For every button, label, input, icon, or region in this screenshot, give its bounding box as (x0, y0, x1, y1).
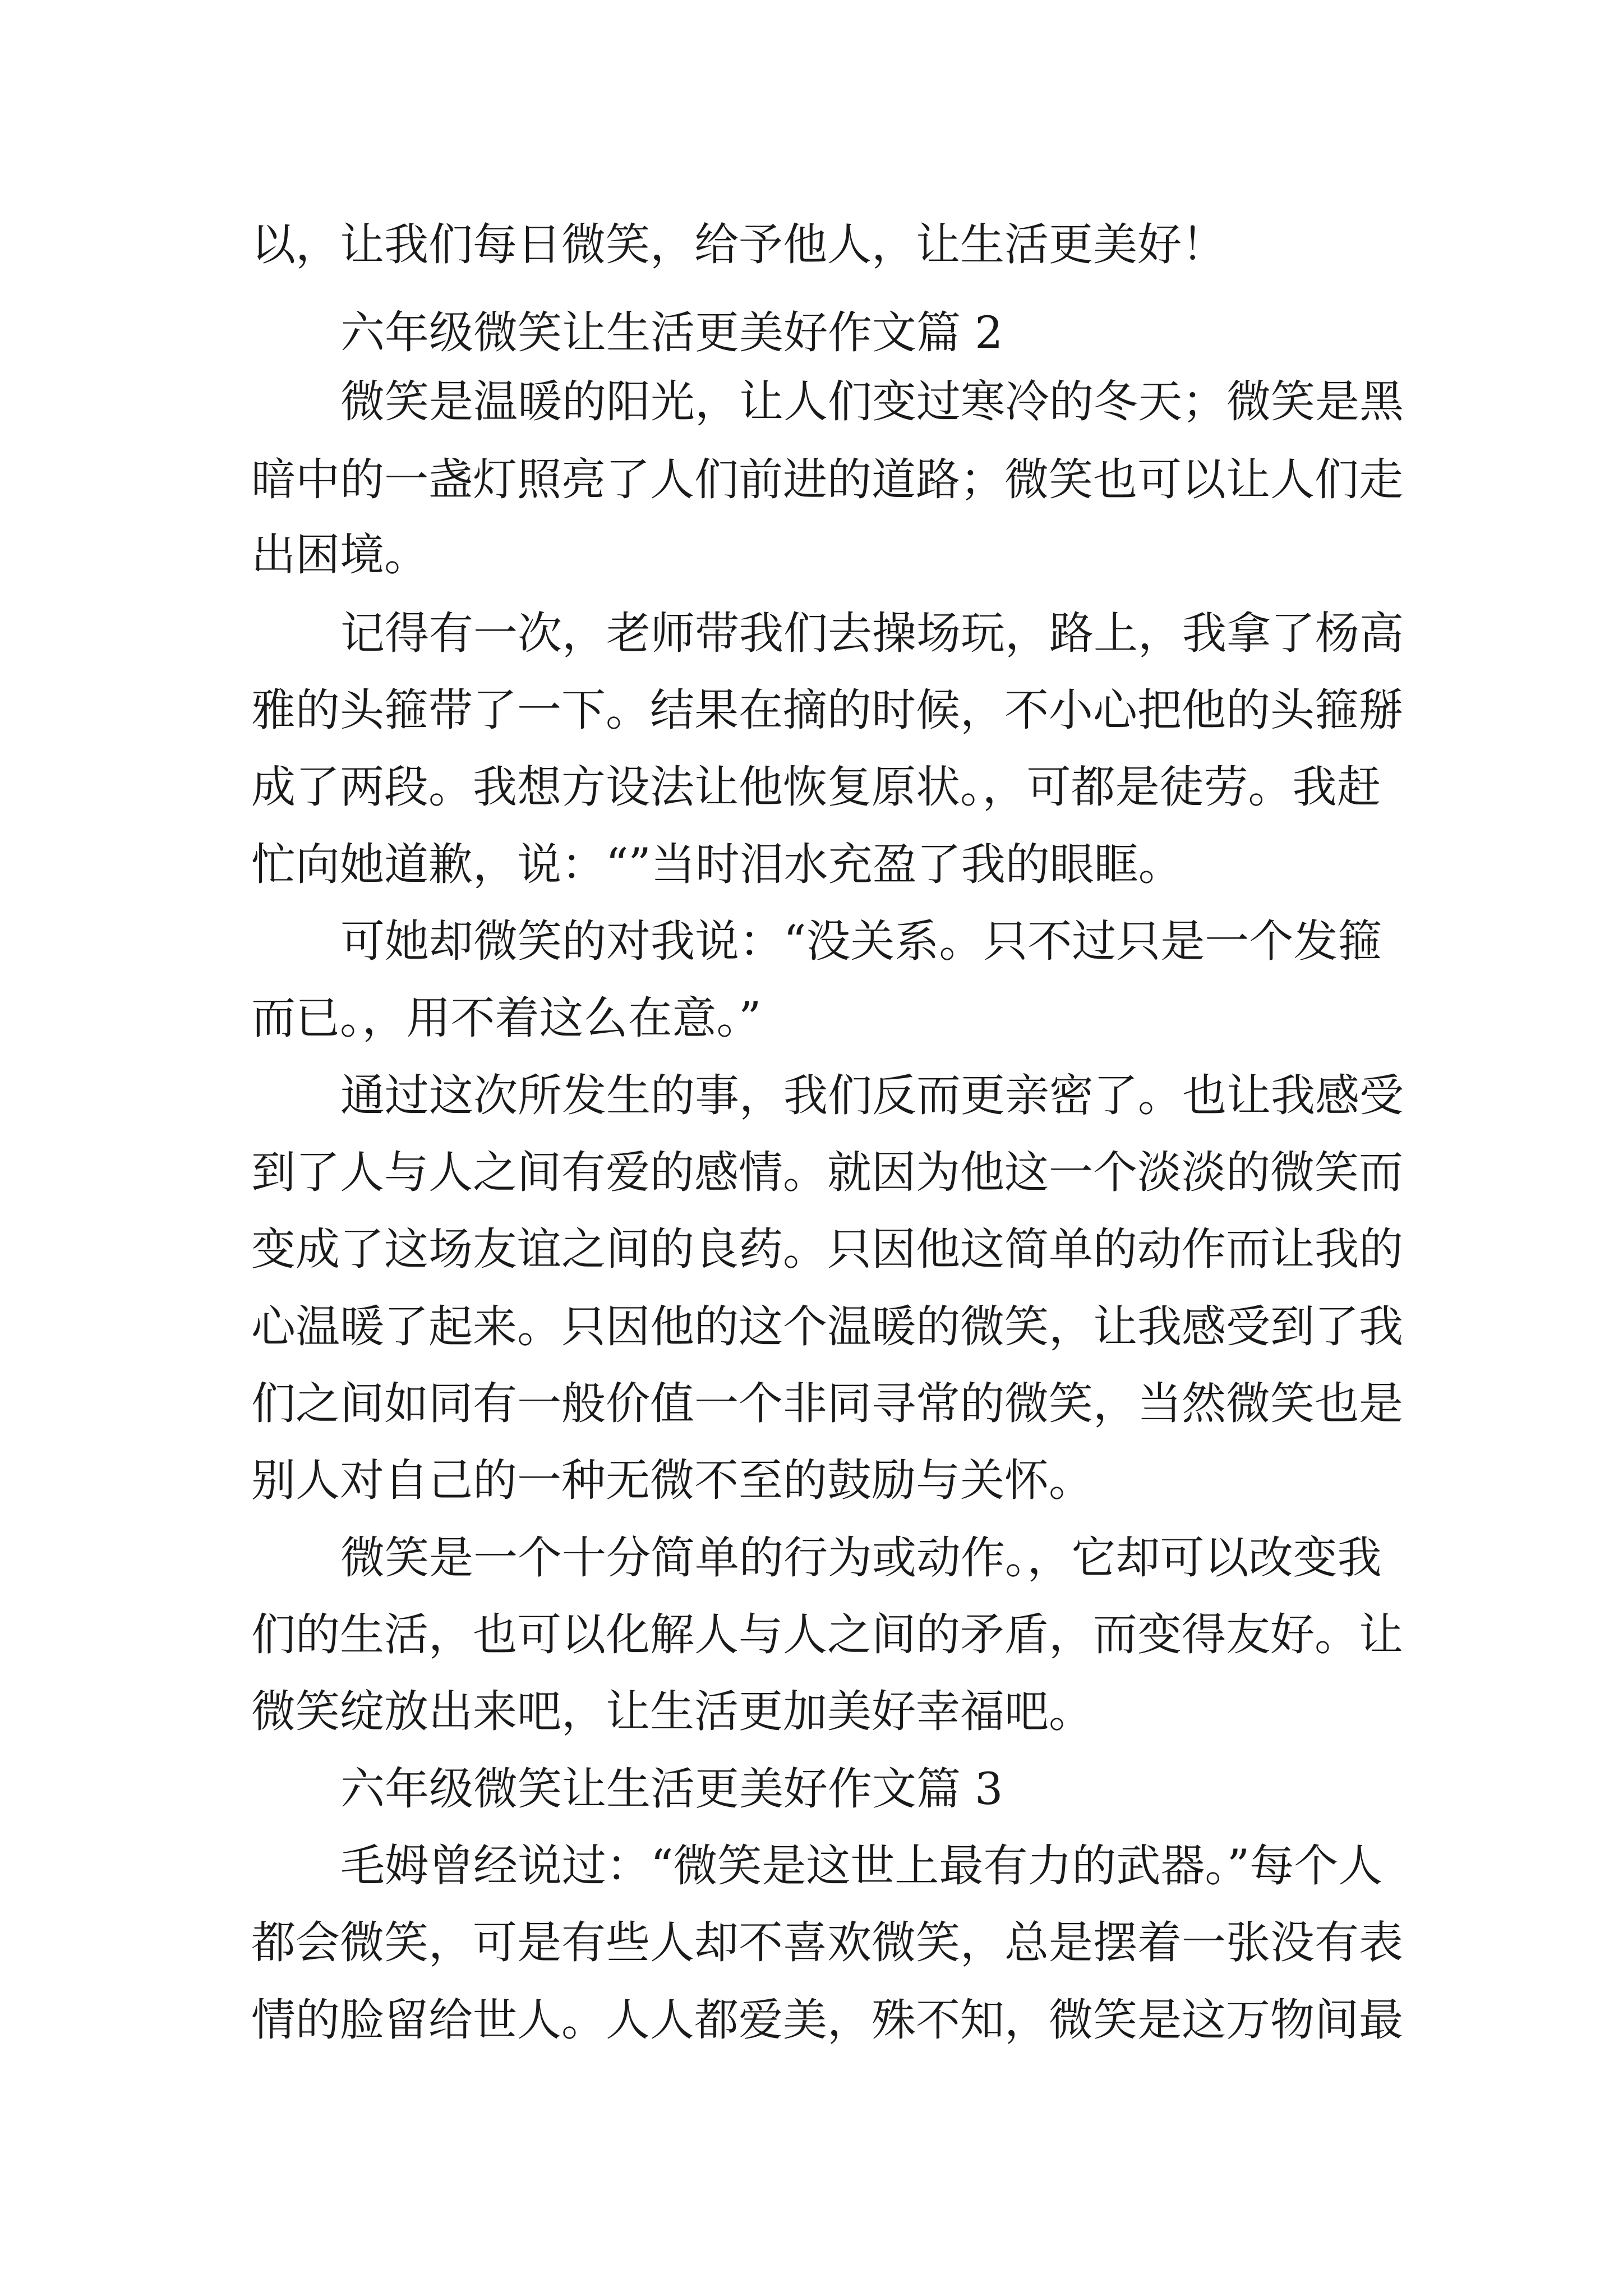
paragraph-line: 们之间如同有一般价值一个非同寻常的微笑，当然微笑也是 (251, 1378, 1403, 1429)
paragraph-line: 变成了这场友谊之间的良药。只因他这简单的动作而让我的 (251, 1223, 1403, 1275)
paragraph-line: 情的脸留给世人。人人都爱美，殊不知，微笑是这万物间最 (251, 1994, 1403, 2046)
paragraph-line: 别人对自己的一种无微不至的鼓励与关怀。 (251, 1455, 1093, 1506)
paragraph-line: 通过这次所发生的事，我们反而更亲密了。也让我感受 (340, 1070, 1404, 1121)
paragraph-line: 到了人与人之间有爱的感情。就因为他这一个淡淡的微笑而 (251, 1147, 1403, 1198)
paragraph-line: 暗中的一盏灯照亮了人们前进的道路；微笑也可以让人们走 (251, 454, 1403, 505)
section-heading: 六年级微笑让生活更美好作文篇 3 (340, 1763, 1003, 1815)
paragraph-line: 微笑是一个十分简单的行为或动作。，它却可以改变我 (340, 1532, 1382, 1584)
paragraph-line: 成了两段。我想方设法让他恢复原状。，可都是徒劳。我赶 (251, 761, 1381, 813)
paragraph-line: 雅的头箍带了一下。结果在摘的时候，不小心把他的头箍掰 (251, 684, 1403, 736)
paragraph-line: 可她却微笑的对我说：“没关系。只不过只是一个发箍 (340, 915, 1382, 967)
paragraph-line: 心温暖了起来。只因他的这个温暖的微笑，让我感受到了我 (251, 1301, 1403, 1352)
paragraph-line: 微笑是温暖的阳光，让人们变过寒冷的冬天；微笑是黑 (340, 376, 1404, 427)
paragraph-line: 微笑绽放出来吧，让生活更加美好幸福吧。 (251, 1686, 1093, 1737)
paragraph-line: 毛姆曾经说过：“微笑是这世上最有力的武器。”每个人 (340, 1840, 1383, 1892)
paragraph-line: 们的生活，也可以化解人与人之间的矛盾，而变得友好。让 (251, 1609, 1403, 1660)
section-heading: 六年级微笑让生活更美好作文篇 2 (340, 307, 1003, 358)
paragraph-line: 而已。，用不着这么在意。” (251, 992, 762, 1044)
paragraph-line: 记得有一次，老师带我们去操场玩，路上，我拿了杨高 (340, 608, 1404, 659)
paragraph-line: 忙向她道歉，说：“”当时泪水充盈了我的眼眶。 (251, 839, 1183, 890)
paragraph-line: 出困境。 (251, 529, 428, 581)
paragraph-line: 以，让我们每日微笑，给予他人，让生活更美好！ (251, 219, 1226, 270)
paragraph-line: 都会微笑，可是有些人却不喜欢微笑，总是摆着一张没有表 (251, 1917, 1403, 1968)
